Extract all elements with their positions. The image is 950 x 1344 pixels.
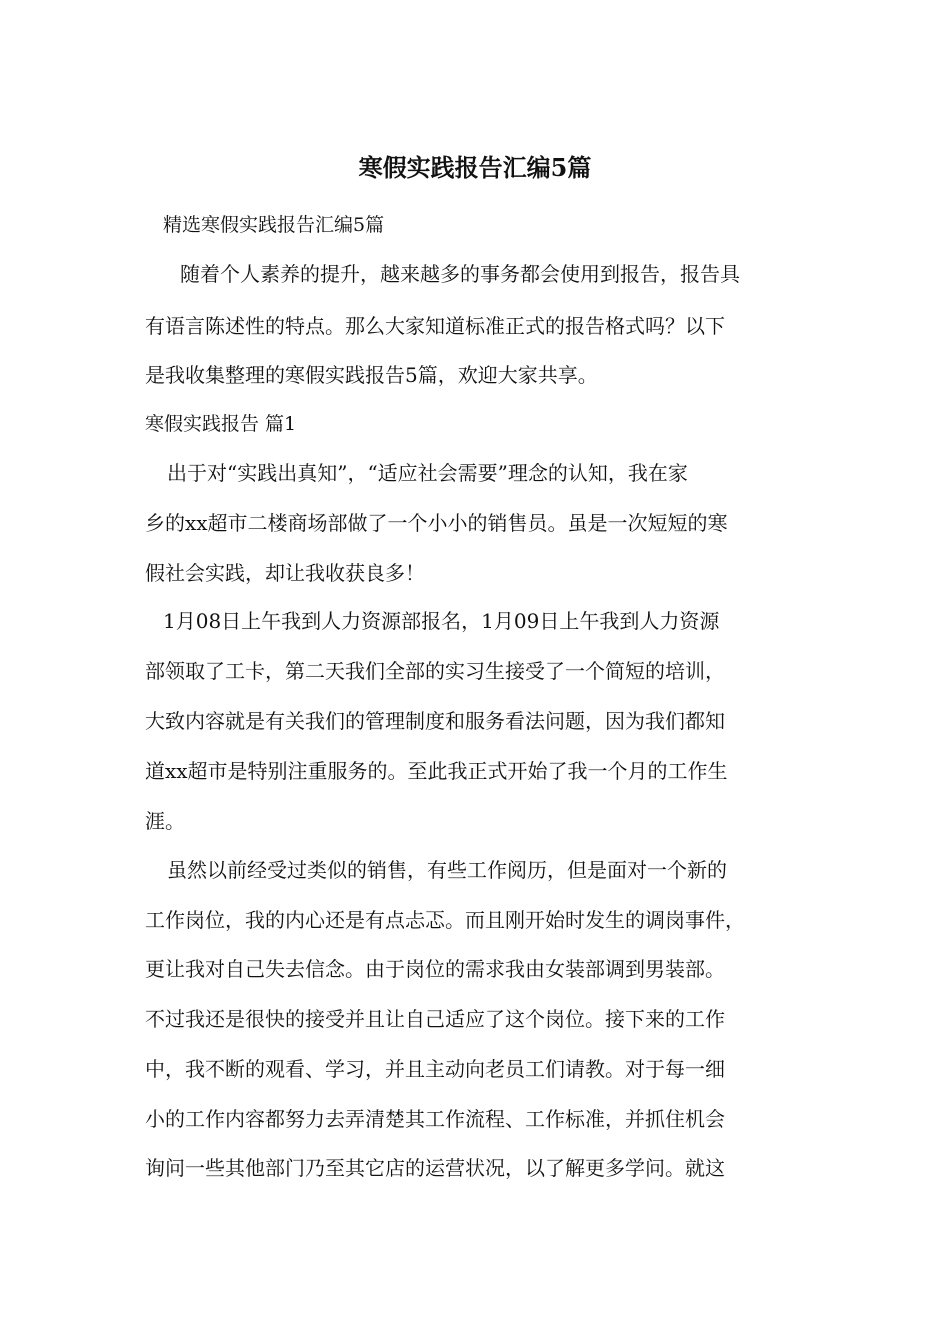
text-line: 道xx超市是特别注重服务的。至此我正式开始了我一个月的工作生 bbox=[145, 759, 728, 783]
text-line: 假社会实践，却让我收获良多！ bbox=[145, 561, 425, 585]
text-line: 有语言陈述性的特点。那么大家知道标准正式的报告格式吗？以下 bbox=[145, 314, 725, 338]
text-line: 更让我对自己失去信念。由于岗位的需求我由女装部调到男装部。 bbox=[145, 957, 725, 981]
text-line: 虽然以前经受过类似的销售，有些工作阅历，但是面对一个新的 bbox=[167, 858, 727, 882]
text-line: 乡的xx超市二楼商场部做了一个小小的销售员。虽是一次短短的寒 bbox=[145, 511, 728, 535]
text-line: 随着个人素养的提升，越来越多的事务都会使用到报告，报告具 bbox=[180, 262, 740, 286]
text-line: 不过我还是很快的接受并且让自己适应了这个岗位。接下来的工作 bbox=[145, 1007, 725, 1031]
text-line: 是我收集整理的寒假实践报告5篇，欢迎大家共享。 bbox=[145, 363, 598, 387]
text-line: 出于对“实践出真知”，“适应社会需要”理念的认知，我在家 bbox=[167, 461, 688, 485]
text-line: 中，我不断的观看、学习，并且主动向老员工们请教。对于每一细 bbox=[145, 1057, 725, 1081]
text-line: 询问一些其他部门乃至其它店的运营状况，以了解更多学问。就这 bbox=[145, 1156, 725, 1180]
text-line: 工作岗位，我的内心还是有点忐忑。而且刚开始时发生的调岗事件， bbox=[145, 908, 745, 932]
text-line: 1月08日上午我到人力资源部报名，1月09日上午我到人力资源 bbox=[163, 609, 720, 633]
document-subtitle: 精选寒假实践报告汇编5篇 bbox=[163, 214, 385, 236]
text-line: 部领取了工卡，第二天我们全部的实习生接受了一个简短的培训， bbox=[145, 659, 725, 683]
section-heading: 寒假实践报告 篇1 bbox=[145, 413, 297, 435]
text-line: 小的工作内容都努力去弄清楚其工作流程、工作标准，并抓住机会 bbox=[145, 1107, 725, 1131]
document-title: 寒假实践报告汇编5篇 bbox=[358, 153, 592, 182]
text-line: 大致内容就是有关我们的管理制度和服务看法问题，因为我们都知 bbox=[145, 709, 725, 733]
text-line: 涯。 bbox=[145, 809, 185, 833]
